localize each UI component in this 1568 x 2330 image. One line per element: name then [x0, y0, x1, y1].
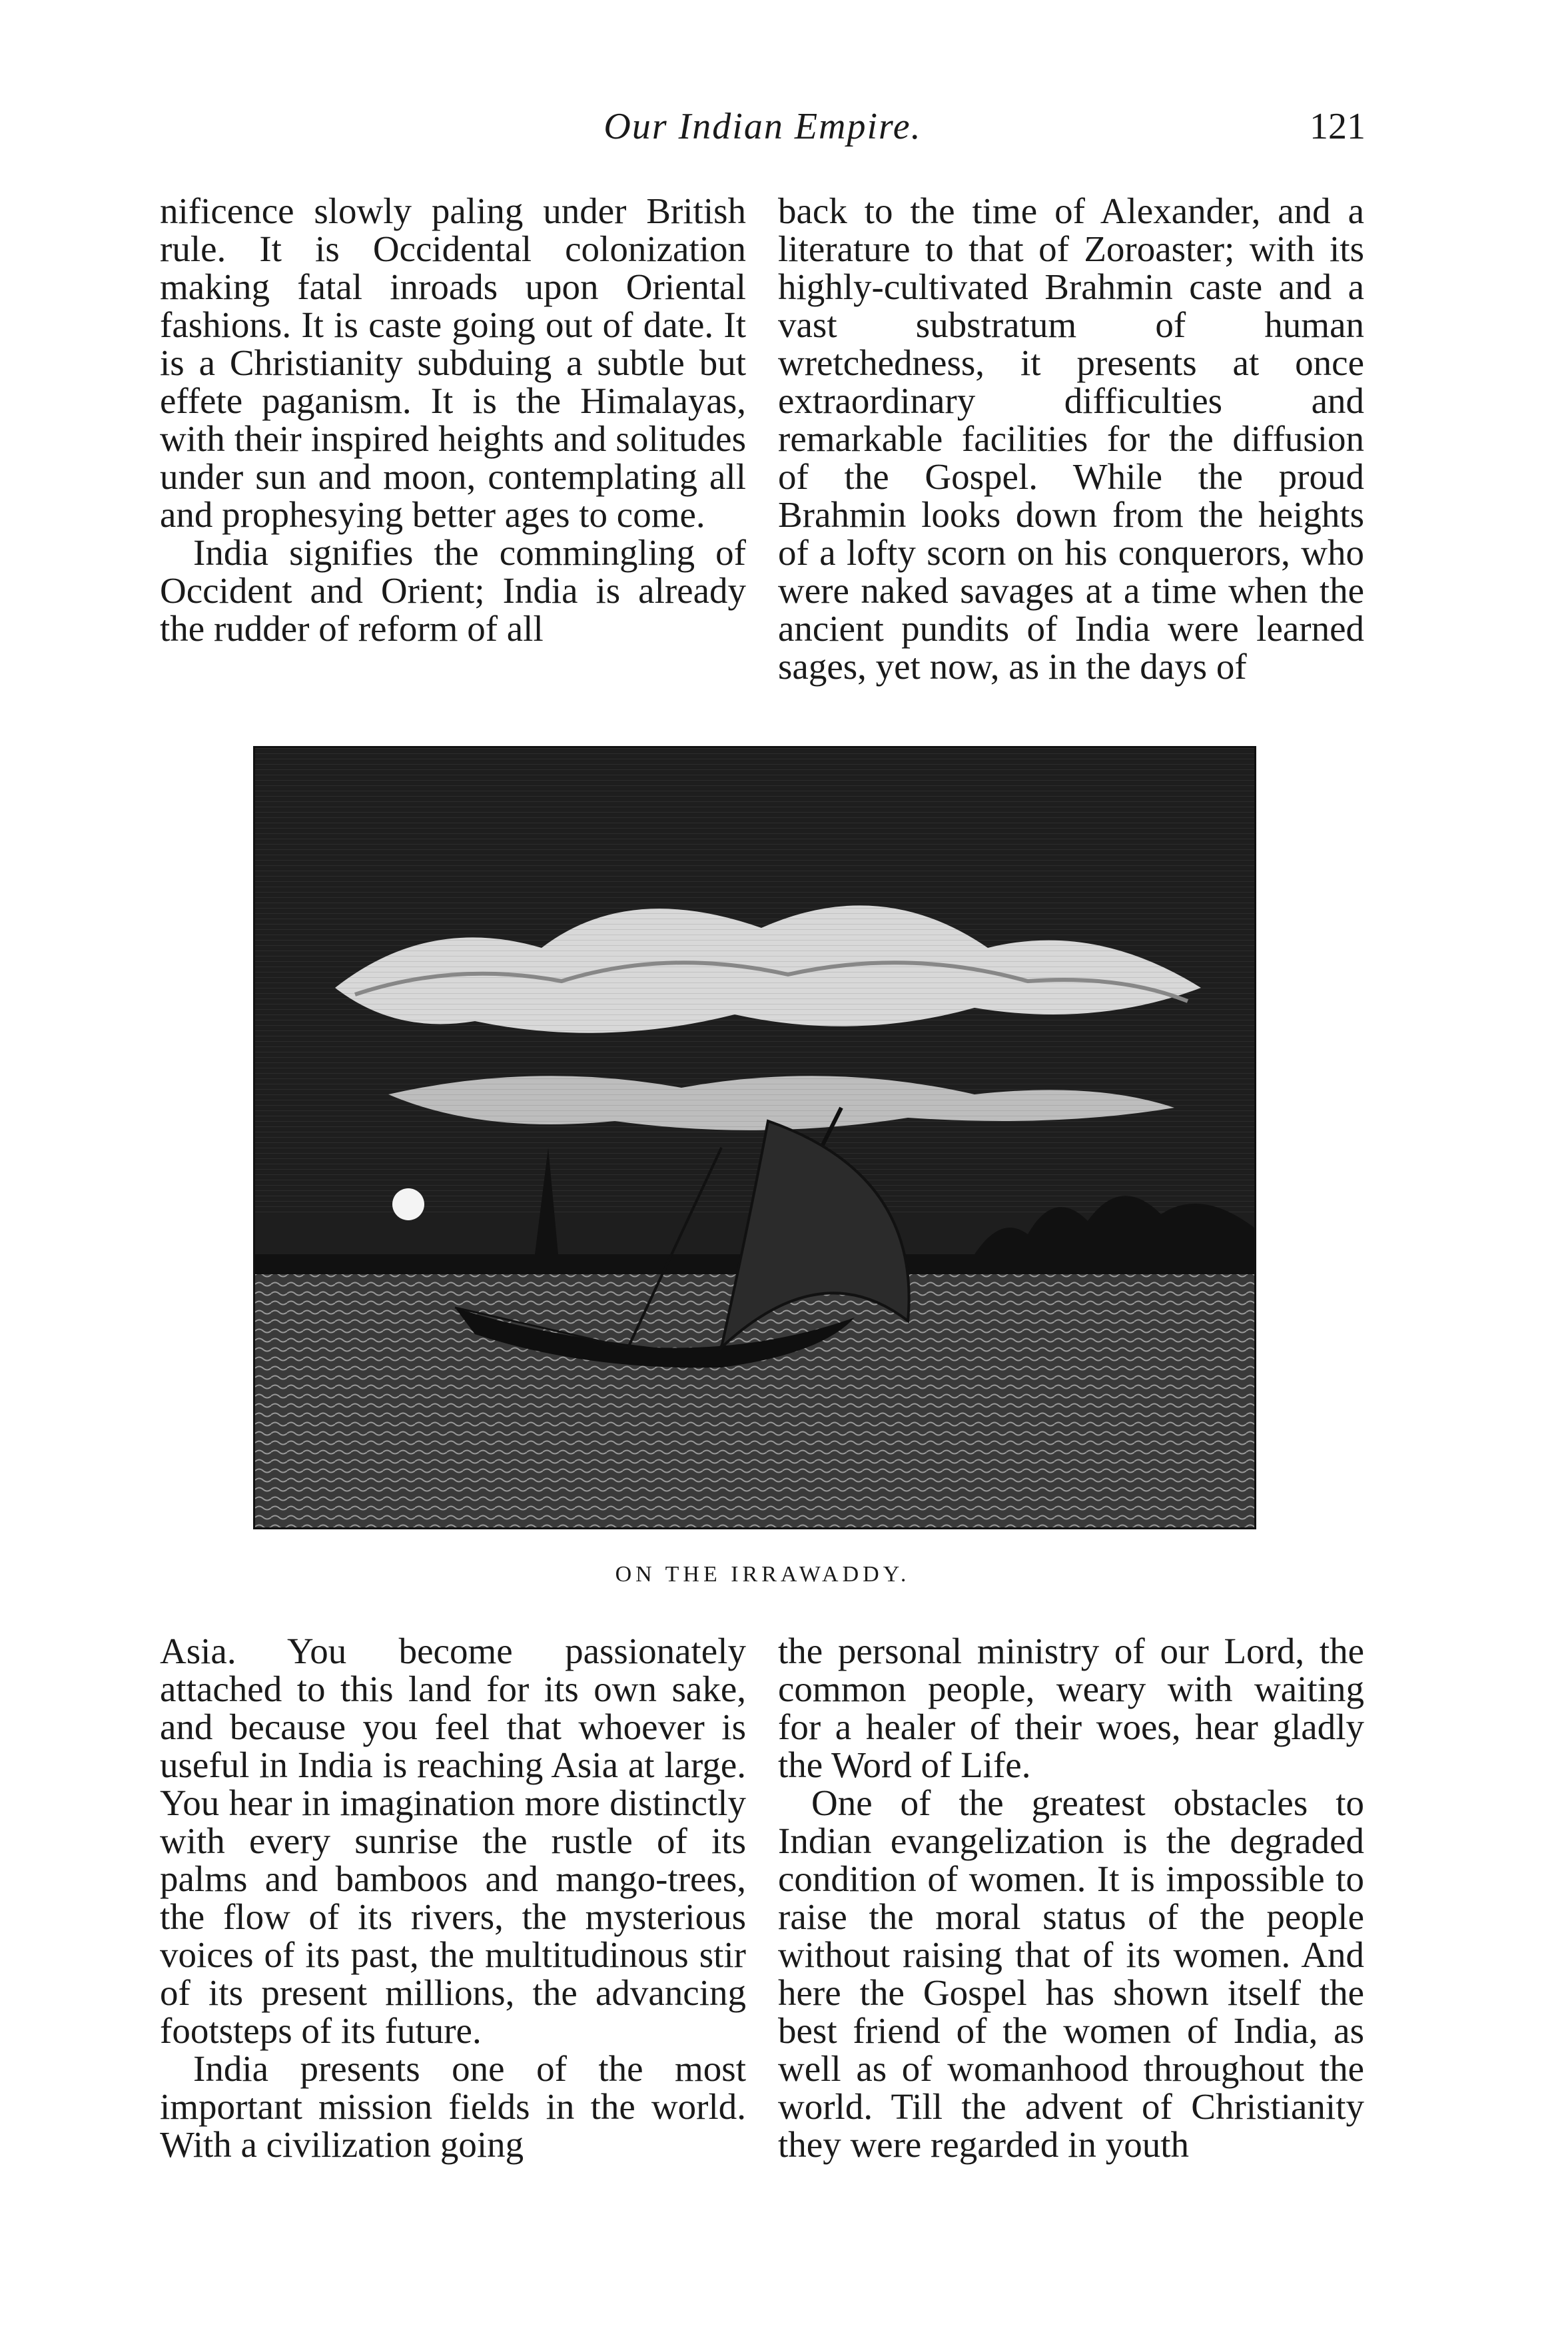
column-bottom-left	[160, 1632, 746, 2163]
river-scene-image	[255, 748, 1254, 1527]
paragraph: India presents one of the most important mission fields in the world. With a civilization going	[160, 2048, 746, 2165]
figure-caption: ON THE IRRAWADDY.	[615, 1562, 911, 1587]
paragraph: Asia. You become passionately attached to this land for its own sake, and because you feel that whoever is useful in India is reaching Asia at large. You hear in imagination more distinctly with every sunrise the rustle of its palms and bamboos and mango-trees, the flow of its rivers, the mysterious voices of its past, the multitudinous stir of its present millions, the advancing footsteps of its future.	[160, 1631, 746, 2051]
engraving-illustration	[253, 746, 1256, 1529]
page-number: 121	[1310, 106, 1366, 147]
page-header	[160, 100, 1366, 153]
column-bottom-right	[778, 1632, 1364, 2163]
column-top-left	[160, 192, 746, 647]
running-title: Our Indian Empire.	[603, 106, 922, 147]
column-top-right	[778, 192, 1364, 685]
paragraph: One of the greatest obstacles to Indian evangelization is the degraded condition of women. It is impossible to raise the moral status of the people without raising that of its women. And here the Gospel has shown itself the best friend of the women of India, as well as of womanhood throughout the world. Till the advent of Christianity they were regarded in youth	[778, 1782, 1364, 2165]
paragraph: India signifies the commingling of Occident and Orient; India is already the rudder of reform of all	[160, 532, 746, 649]
paragraph: back to the time of Alexander, and a literature to that of Zoroaster; with its highly-cultivated Brahmin caste and a vast substratum of human wretchedness, it presents at once extraordinary difficulties and remarkable facilities for the diffusion of the Gospel. While the proud Brahmin looks down from the heights of a lofty scorn on his conquerors, who were naked savages at a time when the ancient pundits of India were learned sages, yet now, as in the days of	[778, 191, 1364, 687]
paragraph: nificence slowly paling under British rule. It is Occidental colonization making fatal inroads upon Oriental fashions. It is caste going out of date. It is a Christianity subduing a subtle but effete paganism. It is the Himalayas, with their inspired heights and solitudes under sun and moon, contemplating all and prophesying better ages to come.	[160, 191, 746, 535]
paragraph: the personal ministry of our Lord, the common people, weary with waiting for a healer of their woes, hear gladly the Word of Life.	[778, 1631, 1364, 1785]
